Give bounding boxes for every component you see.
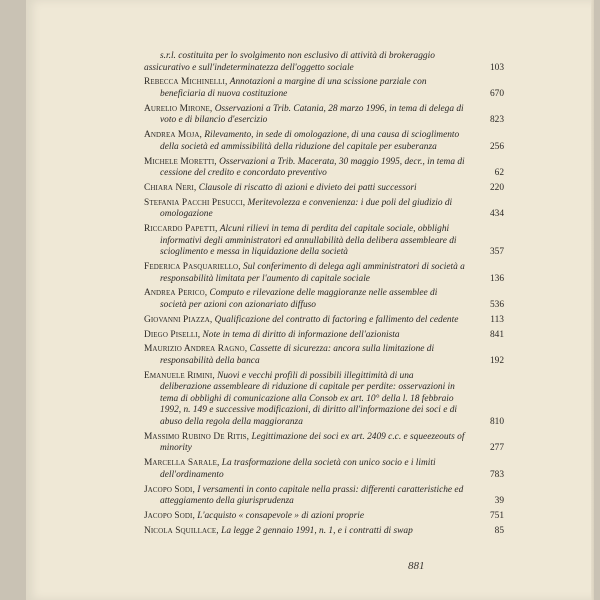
entry-text xyxy=(144,526,466,538)
index-entry xyxy=(144,314,504,327)
page-folio: 881 xyxy=(408,560,425,572)
entry-author: Giovanni Piazza, xyxy=(144,314,213,325)
entry-author: Massimo Rubino De Ritis, xyxy=(144,431,250,442)
entry-author: Chiara Neri, xyxy=(144,182,197,193)
entry-text xyxy=(144,198,466,221)
entry-title: Meritevolezza e convenienza: i due poli del giudizio di omologazione xyxy=(160,197,453,220)
entry-text xyxy=(144,330,466,342)
entry-text xyxy=(144,77,466,100)
entry-title: Cassette di sicurezza: ancora sulla limitazione di responsabilità della banca xyxy=(160,344,435,366)
entry-author: Andrea Perico, xyxy=(144,288,208,299)
entry-text xyxy=(144,344,466,367)
entry-author: Diego Piselli, xyxy=(144,329,201,340)
entry-page-number: 62 xyxy=(494,168,504,179)
index-entry xyxy=(144,484,504,508)
entry-page-number: 357 xyxy=(489,247,504,258)
index-entry xyxy=(144,156,504,180)
entry-title: Legittimazione dei soci ex art. 2409 c.c. e squeezeouts of minority xyxy=(160,431,465,454)
entry-author: Maurizio Andrea Ragno, xyxy=(144,344,248,355)
index-entry xyxy=(144,77,504,100)
entry-author: Andrea Moja, xyxy=(144,130,202,141)
entry-text xyxy=(144,315,466,327)
entry-title: Computo e rilevazione delle maggioranze nelle assemblee di società per azioni con azionariato diffuso xyxy=(160,288,438,310)
entry-author: Nicola Squillace, xyxy=(144,525,219,536)
index-entry xyxy=(144,197,504,221)
index-entry xyxy=(144,458,504,481)
entry-author: Federica Pasquariello, xyxy=(144,262,241,272)
entry-text xyxy=(144,485,466,508)
entry-page-number: 220 xyxy=(489,182,504,193)
entry-page-number: 536 xyxy=(489,299,504,310)
index-entry xyxy=(144,525,504,538)
entry-author: Marcella Sarale, xyxy=(144,458,220,469)
index-entry xyxy=(144,329,504,342)
entry-title: Rilevamento, in sede di omologazione, di una causa di scioglimento della società ed ammissibilità della riduzione del capitale per esuberanza xyxy=(160,130,460,152)
entry-page-number: 751 xyxy=(489,510,504,521)
entry-title: La trasformazione della società con unico socio e i limiti dell'ordinamento xyxy=(160,458,436,480)
index-entry xyxy=(144,182,504,195)
entry-page-number: 783 xyxy=(489,469,504,480)
entry-page-number: 136 xyxy=(489,273,504,284)
entry-author: Rebecca Michinelli, xyxy=(144,77,228,88)
entry-page-number: 277 xyxy=(489,443,504,454)
entry-text xyxy=(144,104,466,127)
entry-text xyxy=(144,130,466,153)
entry-author: Jacopo Sodi, xyxy=(144,484,195,495)
index-entry xyxy=(144,224,504,259)
entry-title: Alcuni rilievi in tema di perdita del capitale sociale, obblighi informativi degli amministratori ed annullabilità della delibera assembleare di scioglimento e messa in liquidazione della società xyxy=(160,224,457,258)
entry-text xyxy=(144,371,466,429)
entry-title: Note in tema di diritto di informazione dell'azionista xyxy=(202,329,400,340)
entry-text xyxy=(144,511,466,523)
entry-author: Jacopo Sodi, xyxy=(144,510,195,521)
entry-page-number: 103 xyxy=(489,62,504,73)
entry-page-number: 434 xyxy=(489,209,504,220)
entry-title: Osservazioni a Trib. Catania, 28 marzo 1996, in tema di delega di voto e di bilancio d'esercizio xyxy=(160,103,464,126)
entry-text xyxy=(144,183,466,195)
entry-author: Aurelio Mirone, xyxy=(144,103,213,114)
index-entry xyxy=(144,510,504,523)
entry-text xyxy=(144,157,466,180)
entry-text xyxy=(144,51,466,74)
entry-page-number: 39 xyxy=(494,496,504,507)
entry-title: Nuovi e vecchi profili di possibili illegittimità di una deliberazione assembleare di riduzione di capitale per perdite: osservazioni in tema di obblighi di comunicazione alla Consob ex art. 10° della l. 18 febbraio 1992, n. 149 e successive modificazioni, di diritto all'informazione dei soci e di abuso della regola della maggioranza xyxy=(160,370,458,428)
entry-title: Annotazioni a margine di una scissione parziale con beneficiaria di nuova costituzione xyxy=(160,77,427,99)
index-entries xyxy=(144,51,504,541)
book-page xyxy=(26,0,594,600)
entry-text xyxy=(144,432,466,455)
entry-page-number: 810 xyxy=(489,417,504,428)
index-entry xyxy=(144,51,504,74)
entry-page-number: 192 xyxy=(489,355,504,366)
entry-title: Clausole di riscatto di azioni e divieto dei patti successori xyxy=(198,182,417,193)
entry-page-number: 670 xyxy=(489,88,504,99)
entry-title: Qualificazione del contratto di factoring e fallimento del cedente xyxy=(214,314,459,325)
page-edge xyxy=(591,0,594,600)
entry-title: L'acquisto « consapevole » di azioni proprie xyxy=(197,510,365,521)
index-entry xyxy=(144,431,504,455)
entry-author: Stefania Pacchi Pesucci, xyxy=(144,197,246,208)
index-entry xyxy=(144,262,504,285)
entry-page-number: 85 xyxy=(494,525,504,536)
entry-title: s.r.l. costituita per lo svolgimento non esclusivo di attività di brokeraggio assicurativo e sull'indeterminatezza dell'oggetto sociale xyxy=(144,51,435,73)
entry-page-number: 823 xyxy=(489,115,504,126)
entry-page-number: 256 xyxy=(489,141,504,152)
entry-text xyxy=(144,262,466,285)
entry-author: Emanuele Rimini, xyxy=(144,370,215,381)
index-entry xyxy=(144,344,504,367)
entry-text xyxy=(144,288,466,311)
index-entry xyxy=(144,130,504,153)
entry-text xyxy=(144,458,466,481)
entry-author: Riccardo Papetti, xyxy=(144,224,218,235)
entry-page-number: 113 xyxy=(490,314,504,325)
entry-title: Sul conferimento di delega agli amministratori di società a responsabilità limitata per l'aumento di capitale sociale xyxy=(160,262,465,284)
entry-text xyxy=(144,224,466,259)
entry-title: Osservazioni a Trib. Macerata, 30 maggio 1995, decr., in tema di cessione del credito e concordato preventivo xyxy=(160,156,465,179)
index-entry xyxy=(144,288,504,311)
entry-author: Michele Moretti, xyxy=(144,156,217,167)
index-entry xyxy=(144,103,504,127)
entry-page-number: 841 xyxy=(489,329,504,340)
entry-title: I versamenti in conto capitale nella prassi: differenti caratteristiche ed atteggiamento della giurisprudenza xyxy=(160,484,464,507)
entry-title: La legge 2 gennaio 1991, n. 1, e i contratti di swap xyxy=(221,525,413,536)
index-entry xyxy=(144,370,504,429)
